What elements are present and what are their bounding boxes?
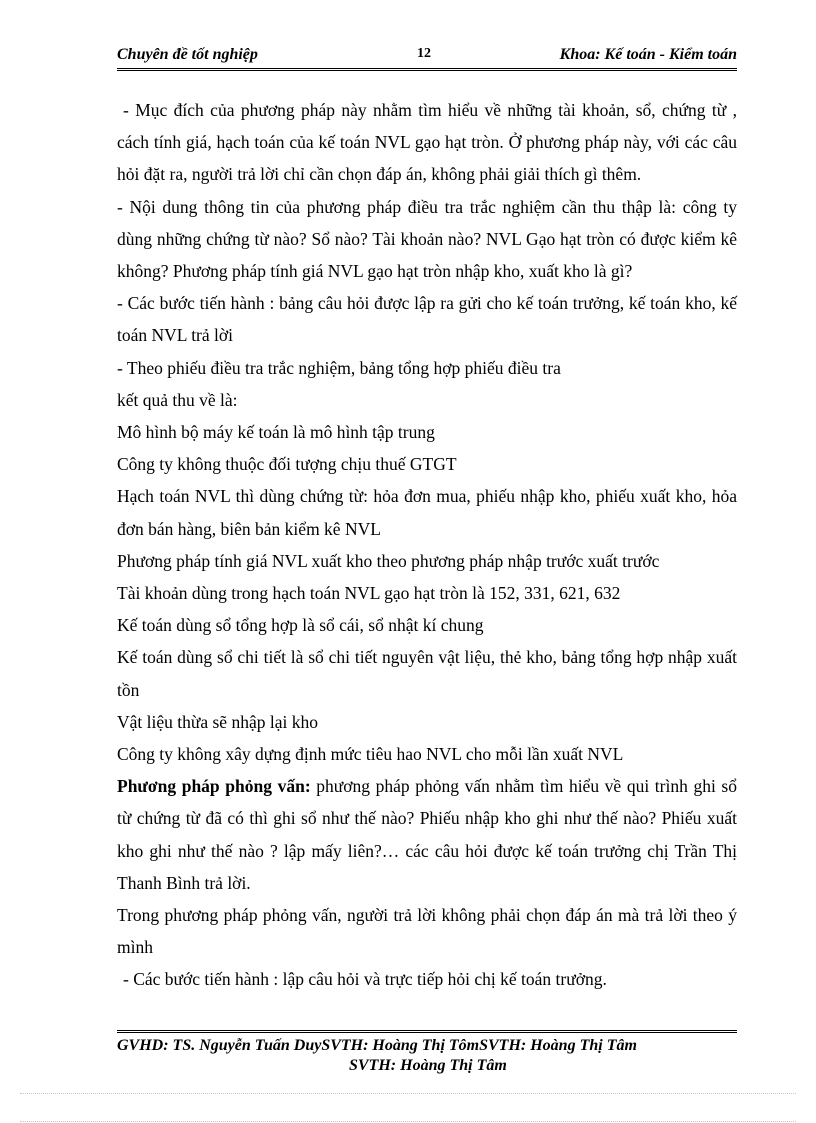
page-edge-divider (20, 1093, 796, 1094)
bold-heading: Phương pháp phỏng vấn: (117, 776, 311, 797)
paragraph: - Các bước tiến hành : bảng câu hỏi được lập ra gửi cho kế toán trưởng, kế toán kho, kế toán NVL trả lời (117, 293, 737, 346)
paragraph: - Nội dung thông tin của phương pháp điều tra trắc nghiệm cần thu thập là: công ty dùng những chứng từ nào? Sổ nào? Tài khoản nào? NVL Gạo hạt tròn có được kiểm kê không? Phương pháp tính giá NVL gạo hạt tròn nhập kho, xuất kho là gì? (117, 196, 737, 282)
paragraph: Trong phương pháp phỏng vấn, người trả lời không phải chọn đáp án mà trả lời theo ý mình (117, 905, 737, 958)
paragraph: Vật liệu thừa sẽ nhập lại kho (117, 711, 318, 732)
header-department: Khoa: Kế toán - Kiểm toán (559, 46, 737, 63)
paragraph: Kế toán dùng sổ tổng hợp là sổ cái, sổ nhật kí chung (117, 615, 484, 636)
paragraph: Mô hình bộ máy kế toán là mô hình tập trung (117, 422, 435, 443)
paragraph: - Các bước tiến hành : lập câu hỏi và trực tiếp hỏi chị kế toán trưởng. (123, 969, 607, 990)
footer-line-1: GVHD: TS. Nguyễn Tuấn DuySVTH: Hoàng Thị TômSVTH: Hoàng Thị Tâm (117, 1037, 637, 1054)
page-footer (117, 1030, 737, 1074)
footer-line-2: SVTH: Hoàng Thị Tâm (349, 1057, 507, 1074)
page-body (117, 94, 737, 996)
paragraph: Kế toán dùng sổ chi tiết là sổ chi tiết nguyên vật liệu, thẻ kho, bảng tổng hợp nhập xuất tồn (117, 647, 737, 700)
paragraph: kết quả thu về là: (117, 389, 238, 410)
paragraph: Công ty không xây dựng định mức tiêu hao NVL cho mỗi lần xuất NVL (117, 744, 624, 765)
paragraph (117, 770, 737, 899)
page-number: 12 (417, 46, 431, 61)
paragraph: Tài khoản dùng trong hạch toán NVL gạo hạt tròn là 152, 331, 621, 632 (117, 583, 621, 604)
paragraph: - Theo phiếu điều tra trắc nghiệm, bảng tổng hợp phiếu điều tra (117, 357, 561, 378)
paragraph: Phương pháp tính giá NVL xuất kho theo phương pháp nhập trước xuất trước (117, 550, 660, 571)
paragraph-text: phương pháp phỏng vấn nhằm tìm hiểu về qui trình ghi sổ từ chứng từ đã có thì ghi sổ như thế nào? Phiếu nhập kho ghi như thế nào? Phiếu xuất kho ghi như thế nào ? lập mấy liên?… các câu hỏi được kế toán trưởng chị Trần Thị Thanh Bình trả lời. (117, 776, 737, 893)
page-edge-divider (20, 1121, 796, 1122)
paragraph: Hạch toán NVL thì dùng chứng từ: hỏa đơn mua, phiếu nhập kho, phiếu xuất kho, hỏa đơn bán hàng, biên bản kiểm kê NVL (117, 486, 737, 539)
header-title: Chuyên đề tốt nghiệp (117, 46, 258, 63)
page-header (117, 46, 737, 71)
paragraph: - Mục đích của phương pháp này nhằm tìm hiểu về những tài khoản, sổ, chứng từ , cách tính giá, hạch toán của kế toán NVL gạo hạt tròn. Ở phương pháp này, với các câu hỏi đặt ra, người trả lời chỉ cần chọn đáp án, không phải giải thích gì thêm. (117, 100, 737, 185)
paragraph: Công ty không thuộc đối tượng chịu thuế GTGT (117, 454, 457, 475)
